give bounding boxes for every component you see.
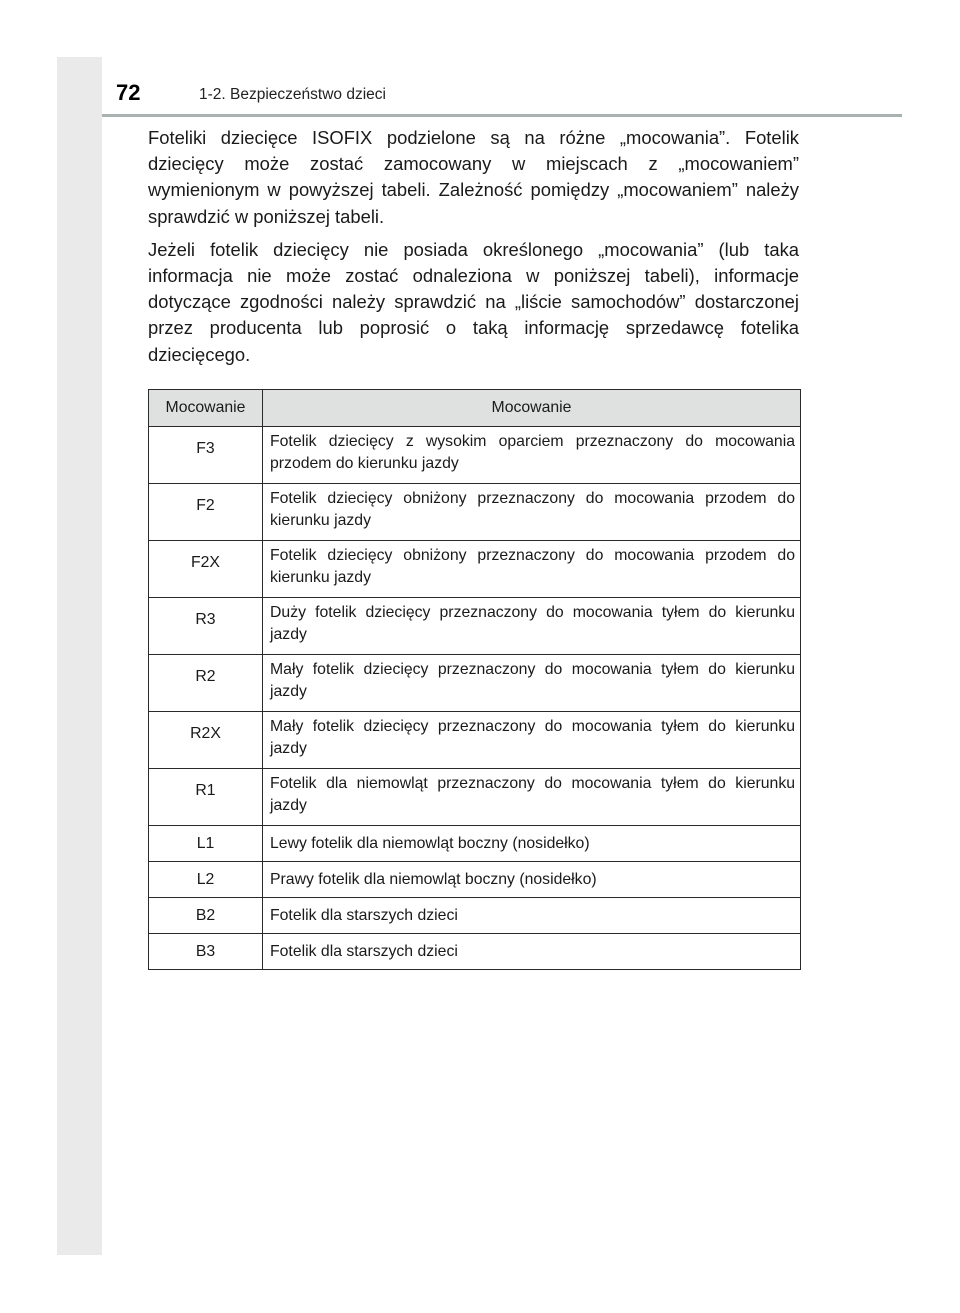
paragraph-compatibility-note: Jeżeli fotelik dziecięcy nie posiada określonego „mocowania” (lub taka informacja nie może zostać odnaleziona w poniższej tabeli), informacje dotyczące zgodności należy sprawdzić na „liście samochodów” dostarczonej przez producenta lub poprosić o taką informację sprzedawcę fotelika dziecięcego. xyxy=(148,238,799,365)
mount-description: Lewy fotelik dla niemowląt boczny (nosidełko) xyxy=(263,826,801,862)
table-row xyxy=(149,427,801,484)
mount-description: Fotelik dla starszych dzieci xyxy=(263,934,801,970)
mount-description: Mały fotelik dziecięcy przeznaczony do mocowania tyłem do kierunku jazdy xyxy=(263,655,801,712)
mount-code: B3 xyxy=(149,934,263,970)
mount-description: Fotelik dla starszych dzieci xyxy=(263,898,801,934)
mount-code: R3 xyxy=(149,598,263,655)
table-row xyxy=(149,598,801,655)
paragraph-isofix-intro: Foteliki dziecięce ISOFIX podzielone są na różne „mocowania”. Fotelik dziecięcy może zostać zamocowany w miejscach z „mocowaniem” wymienionym w powyższej tabeli. Zależność pomiędzy „mocowaniem” należy sprawdzić w poniższej tabeli. xyxy=(148,127,799,227)
header-divider xyxy=(102,114,902,117)
mount-description: Fotelik dziecięcy z wysokim oparciem przeznaczony do mocowania przodem do kierunku jazdy xyxy=(263,427,801,484)
mount-description: Fotelik dziecięcy obniżony przeznaczony do mocowania przodem do kierunku jazdy xyxy=(263,484,801,541)
page-header xyxy=(102,72,902,118)
mount-code: R1 xyxy=(149,769,263,826)
table-row xyxy=(149,655,801,712)
table-row xyxy=(149,769,801,826)
table-row xyxy=(149,898,801,934)
mount-description: Fotelik dziecięcy obniżony przeznaczony do mocowania przodem do kierunku jazdy xyxy=(263,541,801,598)
section-title: 1-2. Bezpieczeństwo dzieci xyxy=(199,86,386,103)
table-row xyxy=(149,712,801,769)
table-header-row xyxy=(149,390,801,427)
page-side-strip xyxy=(57,57,102,1255)
mount-code: F3 xyxy=(149,427,263,484)
mount-code: R2 xyxy=(149,655,263,712)
table-row xyxy=(149,826,801,862)
table-header-description: Mocowanie xyxy=(263,390,801,427)
table-row xyxy=(149,862,801,898)
isofix-mounting-table xyxy=(148,389,801,970)
page-number: 72 xyxy=(116,80,141,105)
mount-code: F2X xyxy=(149,541,263,598)
table-row xyxy=(149,934,801,970)
mount-code: R2X xyxy=(149,712,263,769)
mount-code: L2 xyxy=(149,862,263,898)
table-row xyxy=(149,484,801,541)
mount-description: Fotelik dla niemowląt przeznaczony do mocowania tyłem do kierunku jazdy xyxy=(263,769,801,826)
mount-description: Mały fotelik dziecięcy przeznaczony do mocowania tyłem do kierunku jazdy xyxy=(263,712,801,769)
body-text xyxy=(148,125,799,375)
mount-code: F2 xyxy=(149,484,263,541)
mount-code: L1 xyxy=(149,826,263,862)
mount-code: B2 xyxy=(149,898,263,934)
mount-description: Duży fotelik dziecięcy przeznaczony do mocowania tyłem do kierunku jazdy xyxy=(263,598,801,655)
table-header-code: Mocowanie xyxy=(149,390,263,427)
mount-description: Prawy fotelik dla niemowląt boczny (nosidełko) xyxy=(263,862,801,898)
table-row xyxy=(149,541,801,598)
